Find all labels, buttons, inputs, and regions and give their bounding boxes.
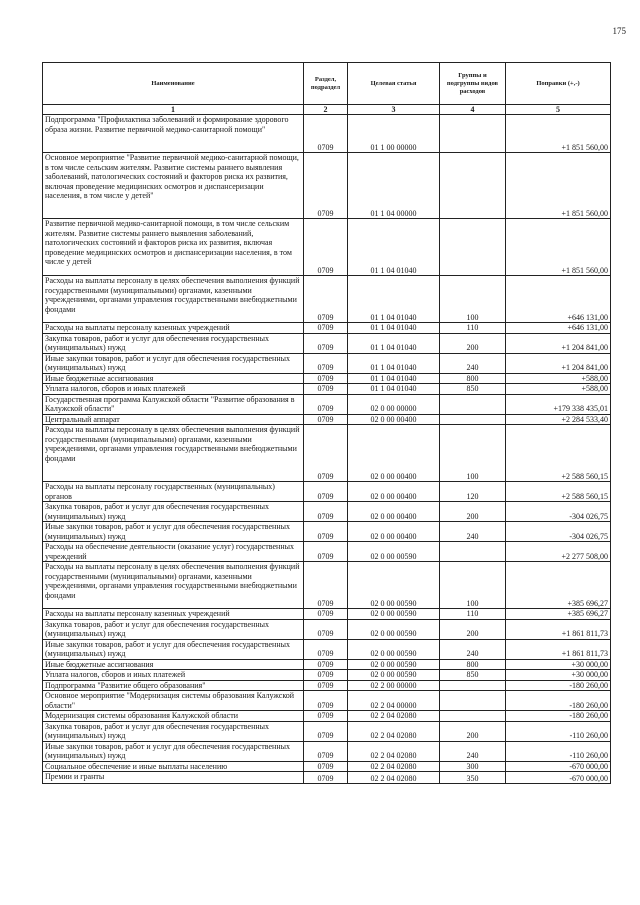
row-amount: +179 338 435,01	[506, 394, 611, 414]
row-amount: +2 277 508,00	[506, 542, 611, 562]
row-target: 02 0 00 00590	[348, 659, 440, 670]
row-section: 0709	[304, 425, 348, 482]
row-group: 110	[440, 609, 506, 620]
table-row	[43, 333, 611, 353]
table-row	[43, 721, 611, 741]
row-section: 0709	[304, 384, 348, 395]
row-target: 02 0 00 00590	[348, 670, 440, 681]
row-amount: +646 131,00	[506, 323, 611, 334]
row-group: 240	[440, 353, 506, 373]
row-target: 02 0 00 00590	[348, 562, 440, 609]
row-section: 0709	[304, 659, 348, 670]
row-amount: +1 851 560,00	[506, 115, 611, 153]
table-row	[43, 691, 611, 711]
row-amount: +1 861 811,73	[506, 619, 611, 639]
table-body	[43, 115, 611, 784]
row-group: 850	[440, 384, 506, 395]
row-name: Расходы на обеспечение деятельности (оказание услуг) государственных учреждений	[43, 542, 304, 562]
row-target: 02 2 04 02080	[348, 711, 440, 722]
row-name: Подпрограмма "Развитие общего образования"	[43, 680, 304, 691]
row-name: Иные закупки товаров, работ и услуг для обеспечения государственных (муниципальных) нужд	[43, 741, 304, 761]
table-row	[43, 384, 611, 395]
row-group: 120	[440, 482, 506, 502]
row-target: 02 0 00 00400	[348, 425, 440, 482]
header-group: Группы и подгруппы видов расходов	[440, 63, 506, 105]
table-row	[43, 562, 611, 609]
row-amount: +588,00	[506, 384, 611, 395]
table-row	[43, 741, 611, 761]
row-name: Иные бюджетные ассигнования	[43, 659, 304, 670]
row-section: 0709	[304, 394, 348, 414]
row-group: 800	[440, 373, 506, 384]
row-group: 800	[440, 659, 506, 670]
row-amount: +2 284 533,40	[506, 414, 611, 425]
table-row	[43, 219, 611, 276]
row-group: 200	[440, 502, 506, 522]
table-row	[43, 670, 611, 681]
row-section: 0709	[304, 414, 348, 425]
row-name: Иные бюджетные ассигнования	[43, 373, 304, 384]
row-amount: +30 000,00	[506, 659, 611, 670]
row-target: 01 1 04 01040	[348, 353, 440, 373]
row-name: Иные закупки товаров, работ и услуг для обеспечения государственных (муниципальных) нужд	[43, 639, 304, 659]
row-name: Уплата налогов, сборов и иных платежей	[43, 670, 304, 681]
column-number-row	[43, 105, 611, 115]
table-row	[43, 502, 611, 522]
table-row	[43, 711, 611, 722]
row-section: 0709	[304, 619, 348, 639]
row-amount: -670 000,00	[506, 761, 611, 772]
row-group: 200	[440, 619, 506, 639]
table-row	[43, 609, 611, 620]
row-group	[440, 153, 506, 219]
row-target: 01 1 04 01040	[348, 323, 440, 334]
row-amount: +1 204 841,00	[506, 333, 611, 353]
row-amount: +2 588 560,15	[506, 482, 611, 502]
row-target: 02 0 00 00000	[348, 394, 440, 414]
row-name: Уплата налогов, сборов и иных платежей	[43, 384, 304, 395]
row-name: Центральный аппарат	[43, 414, 304, 425]
row-group: 110	[440, 323, 506, 334]
row-amount: +1 861 811,73	[506, 639, 611, 659]
row-section: 0709	[304, 333, 348, 353]
row-name: Расходы на выплаты персоналу в целях обеспечения выполнения функций государственными (муниципальными) органами, казенными учреждениями, органами управления государственными внебюджетными фондами	[43, 276, 304, 323]
row-group: 240	[440, 522, 506, 542]
row-group	[440, 414, 506, 425]
row-section: 0709	[304, 502, 348, 522]
table-row	[43, 761, 611, 772]
row-section: 0709	[304, 609, 348, 620]
row-target: 02 2 04 02080	[348, 741, 440, 761]
row-group: 350	[440, 772, 506, 784]
row-name: Расходы на выплаты персоналу в целях обеспечения выполнения функций государственными (муниципальными) органами, казенными учреждениями, органами управления государственными внебюджетными фондами	[43, 562, 304, 609]
row-group	[440, 394, 506, 414]
row-section: 0709	[304, 219, 348, 276]
row-amount: +1 204 841,00	[506, 353, 611, 373]
row-name: Развитие первичной медико-санитарной помощи, в том числе сельским жителям. Развитие системы раннего выявления заболеваний, патологических состояний и факторов риска их развития, включая проведение медицинских осмотров и диспансеризации населения, в том числе у детей	[43, 219, 304, 276]
row-section: 0709	[304, 691, 348, 711]
row-amount: -304 026,75	[506, 522, 611, 542]
row-name: Закупка товаров, работ и услуг для обеспечения государственных (муниципальных) нужд	[43, 502, 304, 522]
row-name: Основное мероприятие "Модернизация системы образования Калужской области"	[43, 691, 304, 711]
row-section: 0709	[304, 721, 348, 741]
row-section: 0709	[304, 353, 348, 373]
row-target: 02 2 04 02080	[348, 721, 440, 741]
row-target: 02 0 00 00400	[348, 482, 440, 502]
row-name: Подпрограмма "Профилактика заболеваний и формирование здорового образа жизни. Развитие первичной медико-санитарной помощи"	[43, 115, 304, 153]
row-amount: -304 026,75	[506, 502, 611, 522]
row-target: 02 0 00 00400	[348, 522, 440, 542]
row-amount: +1 851 560,00	[506, 153, 611, 219]
row-target: 02 2 04 02080	[348, 761, 440, 772]
row-section: 0709	[304, 680, 348, 691]
table-row	[43, 373, 611, 384]
row-target: 01 1 04 01040	[348, 384, 440, 395]
row-target: 02 0 00 00400	[348, 502, 440, 522]
row-section: 0709	[304, 522, 348, 542]
row-amount: +2 588 560,15	[506, 425, 611, 482]
row-target: 02 0 00 00590	[348, 639, 440, 659]
table-row	[43, 639, 611, 659]
row-section: 0709	[304, 323, 348, 334]
row-group	[440, 115, 506, 153]
table-row	[43, 353, 611, 373]
page-number: 175	[612, 26, 626, 36]
row-target: 02 2 04 02080	[348, 772, 440, 784]
row-amount: -180 260,00	[506, 711, 611, 722]
column-number: 2	[304, 105, 348, 115]
header-section: Раздел, подраздел	[304, 63, 348, 105]
header-amendment: Поправки (+,-)	[506, 63, 611, 105]
row-section: 0709	[304, 482, 348, 502]
row-amount: -180 260,00	[506, 680, 611, 691]
table-row	[43, 522, 611, 542]
table-row	[43, 542, 611, 562]
row-amount: -180 260,00	[506, 691, 611, 711]
row-name: Основное мероприятие "Развитие первичной медико-санитарной помощи, в том числе сельским жителям. Развитие системы раннего выявления заболеваний, патологических состояний и факторов риска их развития, включая проведение медицинских осмотров и диспансеризации населения, в том числе у детей"	[43, 153, 304, 219]
table-row	[43, 414, 611, 425]
row-section: 0709	[304, 542, 348, 562]
table-row	[43, 680, 611, 691]
row-section: 0709	[304, 153, 348, 219]
row-target: 02 0 00 00590	[348, 619, 440, 639]
row-group: 850	[440, 670, 506, 681]
row-group: 100	[440, 425, 506, 482]
row-name: Расходы на выплаты персоналу казенных учреждений	[43, 609, 304, 620]
column-number: 1	[43, 105, 304, 115]
budget-table	[42, 62, 611, 784]
row-target: 02 0 00 00590	[348, 609, 440, 620]
row-group	[440, 691, 506, 711]
row-group	[440, 680, 506, 691]
table-row	[43, 276, 611, 323]
row-section: 0709	[304, 670, 348, 681]
row-target: 02 2 00 00000	[348, 680, 440, 691]
header-row	[43, 63, 611, 105]
column-number: 4	[440, 105, 506, 115]
header-name: Наименование	[43, 63, 304, 105]
row-section: 0709	[304, 276, 348, 323]
row-group	[440, 711, 506, 722]
row-name: Расходы на выплаты персоналу государственных (муниципальных) органов	[43, 482, 304, 502]
row-group: 240	[440, 639, 506, 659]
table-row	[43, 153, 611, 219]
row-section: 0709	[304, 761, 348, 772]
row-group: 200	[440, 333, 506, 353]
row-target: 02 0 00 00590	[348, 542, 440, 562]
row-amount: +1 851 560,00	[506, 219, 611, 276]
row-target: 02 0 00 00400	[348, 414, 440, 425]
row-name: Расходы на выплаты персоналу казенных учреждений	[43, 323, 304, 334]
row-section: 0709	[304, 711, 348, 722]
row-amount: +588,00	[506, 373, 611, 384]
row-name: Иные закупки товаров, работ и услуг для обеспечения государственных (муниципальных) нужд	[43, 353, 304, 373]
table-row	[43, 323, 611, 334]
row-name: Модернизация системы образования Калужской области	[43, 711, 304, 722]
row-group: 200	[440, 721, 506, 741]
row-name: Закупка товаров, работ и услуг для обеспечения государственных (муниципальных) нужд	[43, 619, 304, 639]
row-target: 01 1 04 00000	[348, 153, 440, 219]
row-target: 01 1 04 01040	[348, 219, 440, 276]
table-row	[43, 425, 611, 482]
table-row	[43, 772, 611, 784]
row-name: Государственная программа Калужской области "Развитие образования в Калужской области"	[43, 394, 304, 414]
table-row	[43, 482, 611, 502]
header-target: Целевая статья	[348, 63, 440, 105]
table-row	[43, 659, 611, 670]
row-amount: +646 131,00	[506, 276, 611, 323]
row-target: 01 1 04 01040	[348, 333, 440, 353]
row-amount: -110 260,00	[506, 741, 611, 761]
row-amount: -110 260,00	[506, 721, 611, 741]
row-group: 240	[440, 741, 506, 761]
row-name: Премии и гранты	[43, 772, 304, 784]
row-section: 0709	[304, 741, 348, 761]
table-header	[43, 63, 611, 115]
row-name: Иные закупки товаров, работ и услуг для обеспечения государственных (муниципальных) нужд	[43, 522, 304, 542]
row-name: Закупка товаров, работ и услуг для обеспечения государственных (муниципальных) нужд	[43, 721, 304, 741]
row-name: Расходы на выплаты персоналу в целях обеспечения выполнения функций государственными (муниципальными) органами, казенными учреждениями, органами управления государственными внебюджетными фондами	[43, 425, 304, 482]
row-group: 100	[440, 562, 506, 609]
row-section: 0709	[304, 639, 348, 659]
row-amount: +30 000,00	[506, 670, 611, 681]
row-group: 100	[440, 276, 506, 323]
row-section: 0709	[304, 562, 348, 609]
row-target: 02 2 04 00000	[348, 691, 440, 711]
row-name: Закупка товаров, работ и услуг для обеспечения государственных (муниципальных) нужд	[43, 333, 304, 353]
row-group: 300	[440, 761, 506, 772]
row-target: 01 1 04 01040	[348, 276, 440, 323]
row-section: 0709	[304, 373, 348, 384]
column-number: 5	[506, 105, 611, 115]
row-amount: +385 696,27	[506, 609, 611, 620]
row-target: 01 1 00 00000	[348, 115, 440, 153]
row-group	[440, 542, 506, 562]
row-group	[440, 219, 506, 276]
row-name: Социальное обеспечение и иные выплаты населению	[43, 761, 304, 772]
row-section: 0709	[304, 115, 348, 153]
column-number: 3	[348, 105, 440, 115]
row-target: 01 1 04 01040	[348, 373, 440, 384]
row-amount: -670 000,00	[506, 772, 611, 784]
table-row	[43, 619, 611, 639]
table-row	[43, 115, 611, 153]
table-row	[43, 394, 611, 414]
row-section: 0709	[304, 772, 348, 784]
row-amount: +385 696,27	[506, 562, 611, 609]
